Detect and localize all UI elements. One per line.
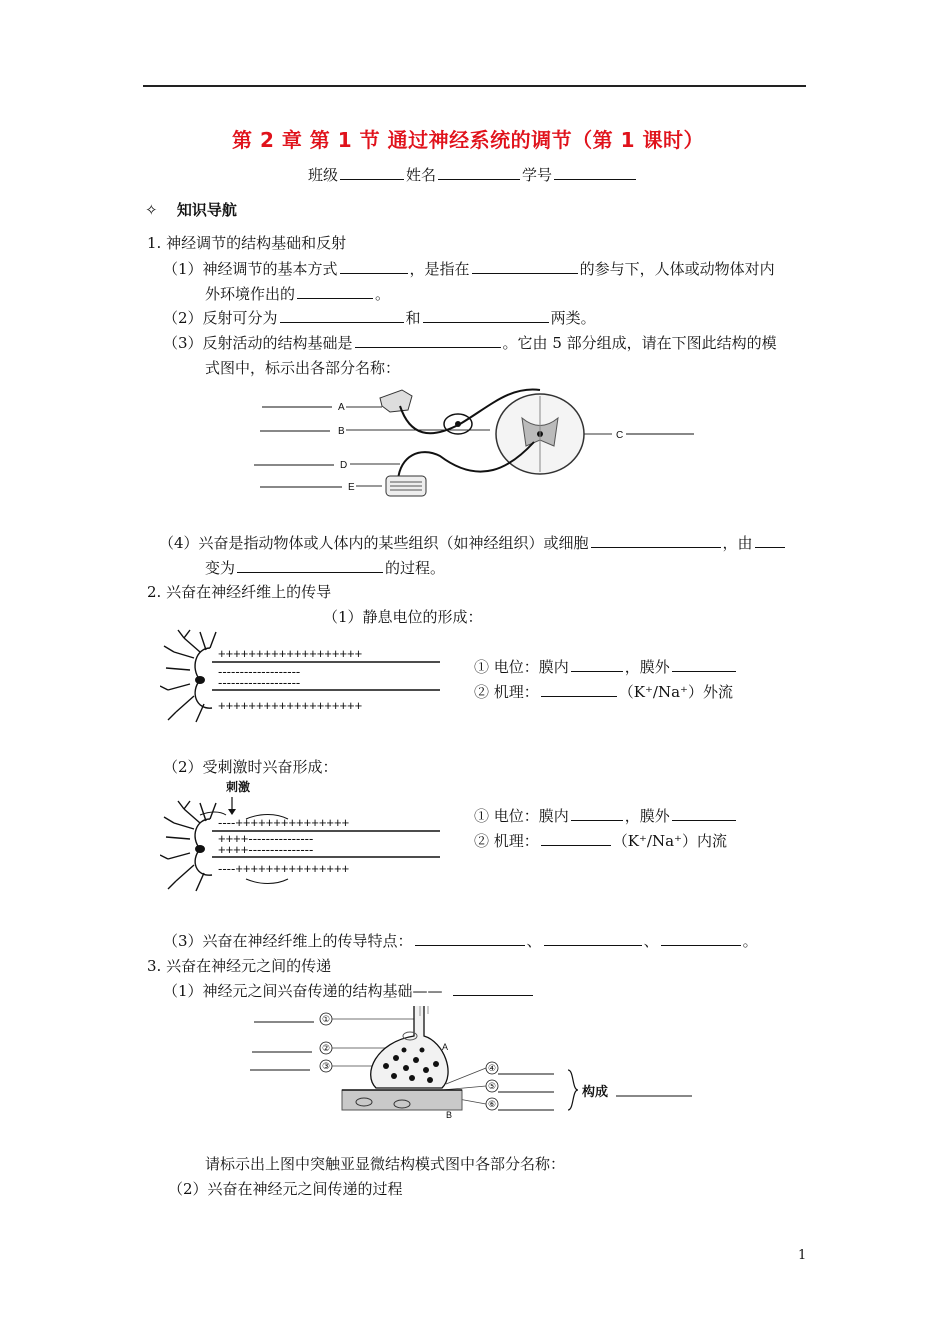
part2-sub3 xyxy=(163,930,758,951)
q3-blank-1[interactable] xyxy=(355,333,501,348)
section-nav-label: 知识导航 xyxy=(176,201,237,219)
label-B-synapse: B xyxy=(446,1110,453,1118)
q1-text-a: （1）神经调节的基本方式 xyxy=(163,260,338,278)
page-number: 1 xyxy=(798,1248,807,1263)
q3-text-b: 。它由 5 部分组成，请在下图此结构的模 xyxy=(502,334,777,352)
part1-heading: 1. 神经调节的结构基础和反射 xyxy=(147,234,347,252)
marker-1: ① xyxy=(321,1014,331,1024)
part1-q4-line2 xyxy=(205,557,445,578)
presynaptic-terminal xyxy=(371,1006,448,1088)
class-label: 班级 xyxy=(308,166,339,184)
sub3-sep-1: 、 xyxy=(526,932,542,950)
effector-muscle xyxy=(386,476,426,496)
part1-q4-line1 xyxy=(159,532,787,553)
ex-mechanism-blank[interactable] xyxy=(541,831,611,846)
q1-text-e: 。 xyxy=(375,285,391,303)
rest-mechanism-blank[interactable] xyxy=(541,682,617,697)
q2-text-a: （2）反射可分为 xyxy=(163,309,278,327)
q2-blank-1[interactable] xyxy=(280,308,404,323)
rest-mechanism-line xyxy=(474,681,733,702)
neuron-dendrites-2 xyxy=(160,801,216,891)
sub3-sep-2: 、 xyxy=(643,932,659,950)
label-A: A xyxy=(338,402,345,413)
part3-sub1-text: （1）神经元之间兴奋传递的结构基础—— xyxy=(163,982,443,1000)
excitation-diagram xyxy=(160,777,450,897)
q4-text-d: 的过程。 xyxy=(385,559,446,577)
section-knowledge-nav xyxy=(145,199,237,220)
marker-3: ③ xyxy=(321,1061,331,1071)
rest-ions-label: （K⁺/Na⁺）外流 xyxy=(618,683,733,701)
q4-blank-1[interactable] xyxy=(591,533,721,548)
q1-blank-1[interactable] xyxy=(340,259,408,274)
neuron-dendrites xyxy=(160,630,216,722)
brace xyxy=(568,1070,578,1110)
q3-text-a: （3）反射活动的结构基础是 xyxy=(163,334,353,352)
receptor-skin xyxy=(380,390,412,412)
ex-outside-label: ，膜外 xyxy=(624,807,670,825)
reflex-arc-diagram xyxy=(250,376,700,516)
rest-inside-blank[interactable] xyxy=(571,657,623,672)
ex-potential-label: ① 电位：膜内 xyxy=(474,807,569,825)
label-D: D xyxy=(340,460,348,471)
diamond-bullet-icon: ✧ xyxy=(145,201,158,219)
label-lines xyxy=(254,407,694,487)
q1-blank-2[interactable] xyxy=(472,259,578,274)
nucleus xyxy=(195,676,205,684)
label-C: C xyxy=(616,430,624,441)
number-label: 学号 xyxy=(522,166,553,184)
outer-charges-top: +++++++++++++++++++ xyxy=(218,646,363,661)
ex-potential-line xyxy=(474,805,738,826)
feature-blank-1[interactable] xyxy=(415,931,525,946)
synapse-diagram xyxy=(246,1006,706,1118)
part3-sub2: （2）兴奋在神经元之间传递的过程 xyxy=(168,1180,403,1198)
q4-blank-2[interactable] xyxy=(755,533,785,548)
part3-instruction: 请标示出上图中突触亚显微结构模式图中各部分名称： xyxy=(205,1155,566,1173)
rest-outside-label: ，膜外 xyxy=(624,658,670,676)
part2-sub1: （1）静息电位的形成： xyxy=(323,608,483,626)
part1-q3-line2: 式图中，标示出各部分名称： xyxy=(205,359,401,377)
inner-charges-bottom-2: ++++--------------- xyxy=(218,842,314,857)
sub3-end: 。 xyxy=(742,932,758,950)
page-title: 第 2 章 第 1 节 通过神经系统的调节（第 1 课时） xyxy=(232,128,704,152)
q2-blank-2[interactable] xyxy=(423,308,549,323)
name-label: 姓名 xyxy=(406,166,437,184)
ex-ions-label: （K⁺/Na⁺）内流 xyxy=(612,832,727,850)
feature-blank-3[interactable] xyxy=(661,931,741,946)
feature-blank-2[interactable] xyxy=(544,931,642,946)
q1-text-b: ，是指在 xyxy=(409,260,470,278)
rest-potential-label: ① 电位：膜内 xyxy=(474,658,569,676)
outer-charges-top-2: ----+++++++++++++++ xyxy=(218,815,350,830)
part2-sub2: （2）受刺激时兴奋形成： xyxy=(163,758,338,776)
outer-charges-bottom-2: ----+++++++++++++++ xyxy=(218,861,350,876)
label-A-synapse: A xyxy=(442,1042,449,1052)
student-info-line xyxy=(308,164,638,185)
marker-4: ④ xyxy=(487,1063,497,1073)
inner-charges-top: ------------------- xyxy=(218,664,301,679)
part1-q1-line2 xyxy=(205,283,390,304)
marker-5: ⑤ xyxy=(487,1081,497,1091)
q1-text-c: 的参与下，人体或动物体对内 xyxy=(579,260,775,278)
part3-heading: 3. 兴奋在神经元之间的传递 xyxy=(147,957,332,975)
marker-2: ② xyxy=(321,1043,331,1053)
label-B: B xyxy=(338,426,345,437)
q4-text-c: 变为 xyxy=(205,559,236,577)
ex-mechanism-line xyxy=(474,830,727,851)
inner-charges-top-2: ++++--------------- xyxy=(218,831,314,846)
header-rule xyxy=(143,85,806,87)
name-blank[interactable] xyxy=(438,165,520,180)
ex-outside-blank[interactable] xyxy=(672,806,736,821)
outer-charges-bottom: +++++++++++++++++++ xyxy=(218,698,363,713)
sub3-text: （3）兴奋在神经纤维上的传导特点： xyxy=(163,932,413,950)
marker-6: ⑥ xyxy=(487,1099,497,1109)
part1-q1-line1 xyxy=(163,258,775,279)
part1-q2 xyxy=(163,307,596,328)
rest-potential-line xyxy=(474,656,738,677)
rest-outside-blank[interactable] xyxy=(672,657,736,672)
q1-text-d: 外环境作出的 xyxy=(205,285,296,303)
label-E: E xyxy=(348,482,355,493)
q2-text-c: 两类。 xyxy=(550,309,596,327)
rest-mechanism-label: ② 机理： xyxy=(474,683,539,701)
number-blank[interactable] xyxy=(554,165,636,180)
q4-text-a: （4）兴奋是指动物体或人体内的某些组织（如神经组织）或细胞 xyxy=(159,534,589,552)
class-blank[interactable] xyxy=(340,165,404,180)
q4-blank-3[interactable] xyxy=(237,558,383,573)
composition-label: 构成 xyxy=(582,1084,609,1099)
q4-text-b: ，由 xyxy=(722,534,753,552)
stimulus-label: 刺激 xyxy=(226,780,251,794)
inner-charges-bottom: ------------------- xyxy=(218,675,301,690)
part2-heading: 2. 兴奋在神经纤维上的传导 xyxy=(147,583,332,601)
synapse-basis-blank[interactable] xyxy=(453,981,533,996)
q2-text-b: 和 xyxy=(405,309,421,327)
ex-mechanism-label: ② 机理： xyxy=(474,832,539,850)
ex-inside-blank[interactable] xyxy=(571,806,623,821)
q1-blank-3[interactable] xyxy=(297,284,373,299)
part1-q3-line1 xyxy=(163,332,777,353)
resting-potential-diagram xyxy=(160,628,450,728)
part3-sub1 xyxy=(163,980,535,1001)
